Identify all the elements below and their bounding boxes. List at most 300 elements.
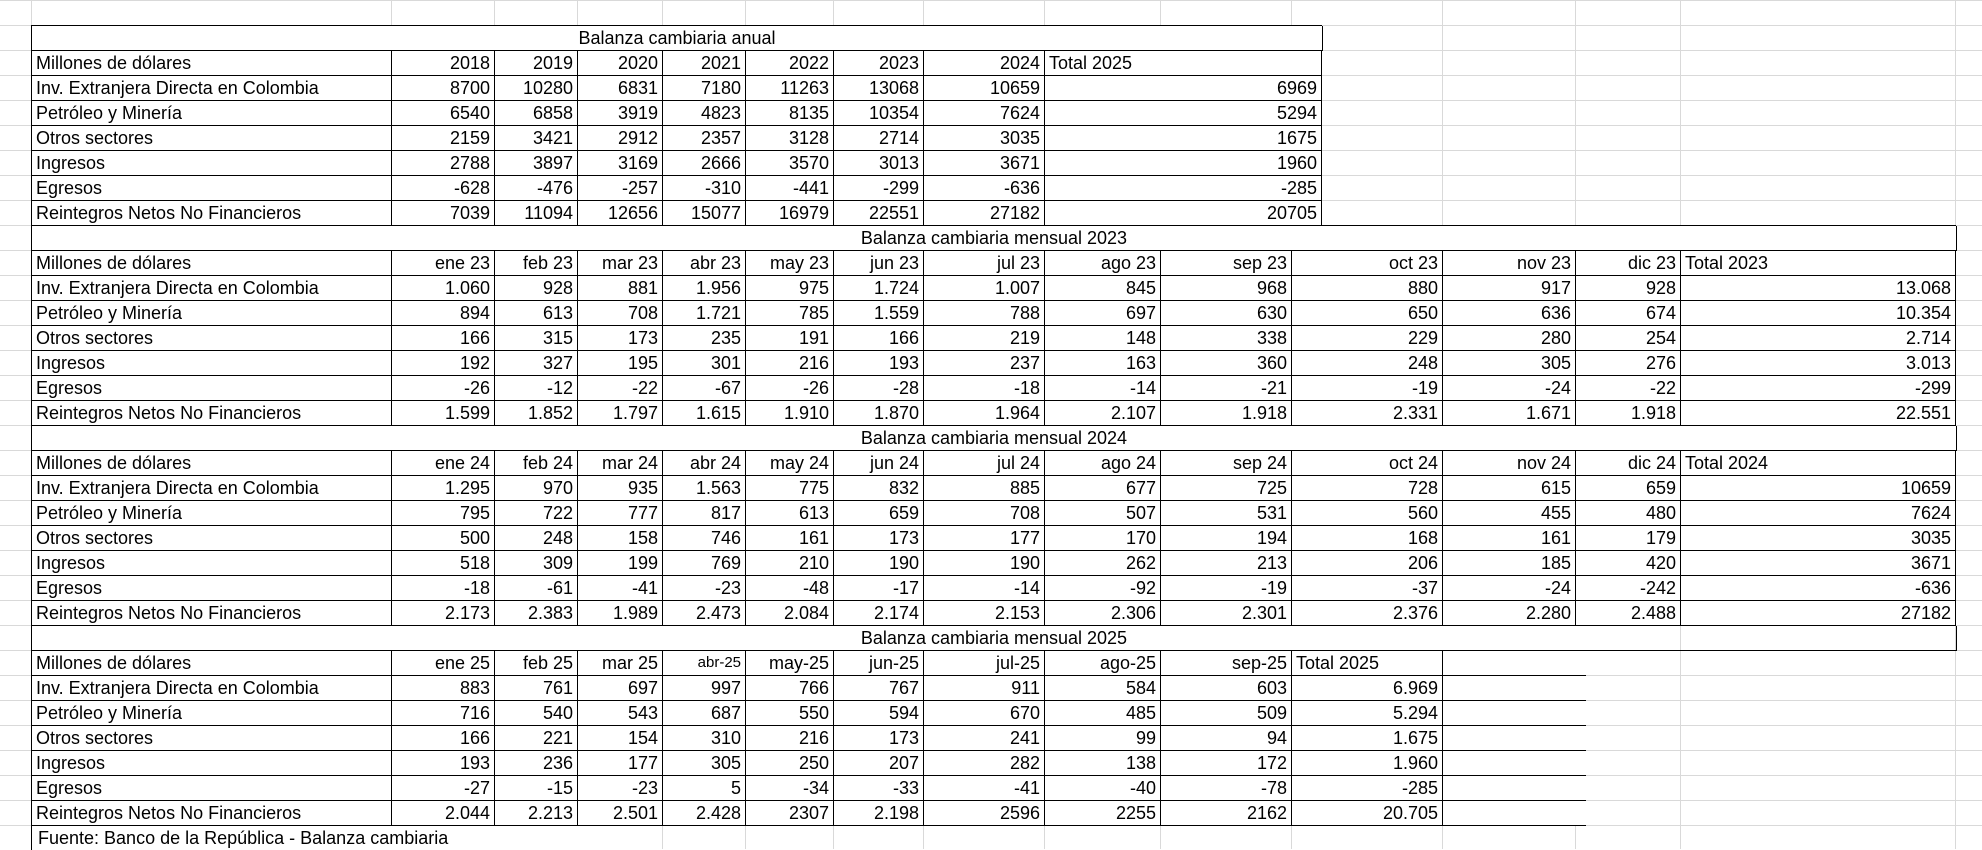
table-cell[interactable]: 2596 xyxy=(924,801,1045,825)
table-cell[interactable]: -34 xyxy=(746,776,834,800)
table-cell[interactable]: 2.213 xyxy=(495,801,578,825)
table-cell[interactable]: 5294 xyxy=(1045,101,1322,125)
table-cell[interactable]: 2307 xyxy=(746,801,834,825)
table-cell[interactable]: 2.331 xyxy=(1292,401,1443,425)
table-cell[interactable]: 237 xyxy=(924,351,1045,375)
table-cell[interactable]: 1.721 xyxy=(663,301,746,325)
column-header[interactable]: jun 24 xyxy=(834,451,924,475)
table-cell[interactable]: 697 xyxy=(1045,301,1161,325)
table-cell[interactable]: 229 xyxy=(1292,326,1443,350)
table-cell[interactable]: -299 xyxy=(834,176,924,200)
table-cell[interactable]: 185 xyxy=(1443,551,1576,575)
table-cell[interactable]: 236 xyxy=(495,751,578,775)
row-label[interactable]: Otros sectores xyxy=(32,726,392,750)
table-cell[interactable]: -636 xyxy=(1681,576,1956,600)
column-header[interactable]: Total 2023 xyxy=(1681,251,1956,275)
table-cell[interactable]: 262 xyxy=(1045,551,1161,575)
row-label[interactable]: Otros sectores xyxy=(32,326,392,350)
table-cell[interactable]: 27182 xyxy=(924,201,1045,225)
table-cell[interactable]: 310 xyxy=(663,726,746,750)
table-cell[interactable]: 10280 xyxy=(495,76,578,100)
table-cell[interactable]: 615 xyxy=(1443,476,1576,500)
table-cell[interactable]: 880 xyxy=(1292,276,1443,300)
table-cell[interactable]: 248 xyxy=(495,526,578,550)
table-cell[interactable]: 3169 xyxy=(578,151,663,175)
units-label[interactable]: Millones de dólares xyxy=(32,651,392,675)
table-cell[interactable]: -12 xyxy=(495,376,578,400)
row-label[interactable]: Otros sectores xyxy=(32,526,392,550)
table-cell[interactable]: 10659 xyxy=(1681,476,1956,500)
table-cell[interactable]: 2.107 xyxy=(1045,401,1161,425)
table-cell[interactable]: 531 xyxy=(1161,501,1292,525)
table-cell[interactable]: 179 xyxy=(1576,526,1681,550)
table-cell[interactable]: -27 xyxy=(392,776,495,800)
table-cell[interactable]: -48 xyxy=(746,576,834,600)
table-cell[interactable]: 1.671 xyxy=(1443,401,1576,425)
column-header[interactable]: may 23 xyxy=(746,251,834,275)
table-cell[interactable]: 6831 xyxy=(578,76,663,100)
table-cell[interactable]: 166 xyxy=(834,326,924,350)
table-cell[interactable]: 207 xyxy=(834,751,924,775)
table-cell[interactable]: 881 xyxy=(578,276,663,300)
table-cell[interactable]: 885 xyxy=(924,476,1045,500)
column-header[interactable]: Total 2025 xyxy=(1292,651,1443,675)
table-cell[interactable]: 309 xyxy=(495,551,578,575)
table-cell[interactable]: 22.551 xyxy=(1681,401,1956,425)
column-header[interactable]: 2021 xyxy=(663,51,746,75)
table-cell[interactable]: -37 xyxy=(1292,576,1443,600)
table-cell[interactable]: 420 xyxy=(1576,551,1681,575)
row-label[interactable]: Petróleo y Minería xyxy=(32,101,392,125)
column-header[interactable]: ago 24 xyxy=(1045,451,1161,475)
table-cell[interactable]: 1.295 xyxy=(392,476,495,500)
table-cell[interactable]: 6.969 xyxy=(1292,676,1443,700)
table-cell[interactable]: 708 xyxy=(578,301,663,325)
table-cell[interactable]: -23 xyxy=(578,776,663,800)
row-label[interactable]: Petróleo y Minería xyxy=(32,501,392,525)
column-header[interactable]: 2024 xyxy=(924,51,1045,75)
column-header[interactable]: dic 24 xyxy=(1576,451,1681,475)
table-cell[interactable]: 509 xyxy=(1161,701,1292,725)
table-cell[interactable]: 1.960 xyxy=(1292,751,1443,775)
table-cell[interactable]: 172 xyxy=(1161,751,1292,775)
table-cell[interactable]: 584 xyxy=(1045,676,1161,700)
table-cell[interactable]: 1.964 xyxy=(924,401,1045,425)
row-label[interactable]: Ingresos xyxy=(32,151,392,175)
table-cell[interactable]: 677 xyxy=(1045,476,1161,500)
column-header[interactable]: feb 23 xyxy=(495,251,578,275)
column-header[interactable]: nov 23 xyxy=(1443,251,1576,275)
table-cell[interactable]: 10659 xyxy=(924,76,1045,100)
column-header[interactable]: ago 23 xyxy=(1045,251,1161,275)
table-cell[interactable]: 5.294 xyxy=(1292,701,1443,725)
table-cell[interactable]: 3671 xyxy=(924,151,1045,175)
table-cell[interactable]: -242 xyxy=(1576,576,1681,600)
source-note[interactable]: Fuente: Banco de la República - Balanza cambiaria xyxy=(31,825,588,850)
column-header[interactable]: Total 2024 xyxy=(1681,451,1956,475)
table-cell[interactable]: 550 xyxy=(746,701,834,725)
column-header[interactable]: 2020 xyxy=(578,51,663,75)
column-header[interactable]: jun-25 xyxy=(834,651,924,675)
table-cell[interactable]: 507 xyxy=(1045,501,1161,525)
table-cell[interactable]: 2.376 xyxy=(1292,601,1443,625)
table-cell[interactable]: 12656 xyxy=(578,201,663,225)
column-header[interactable]: sep-25 xyxy=(1161,651,1292,675)
table-cell[interactable]: 250 xyxy=(746,751,834,775)
table-cell[interactable]: 928 xyxy=(1576,276,1681,300)
table-cell[interactable]: 327 xyxy=(495,351,578,375)
table-cell[interactable]: 360 xyxy=(1161,351,1292,375)
table-cell[interactable]: 10354 xyxy=(834,101,924,125)
table-cell[interactable]: -14 xyxy=(1045,376,1161,400)
column-header[interactable]: abr-25 xyxy=(663,651,746,675)
table-cell[interactable]: 177 xyxy=(924,526,1045,550)
row-label[interactable]: Otros sectores xyxy=(32,126,392,150)
table-cell[interactable]: 540 xyxy=(495,701,578,725)
table-cell[interactable]: 817 xyxy=(663,501,746,525)
table-cell[interactable]: 27182 xyxy=(1681,601,1956,625)
table-cell[interactable]: 305 xyxy=(663,751,746,775)
table-cell[interactable]: 3570 xyxy=(746,151,834,175)
table-cell[interactable]: -41 xyxy=(924,776,1045,800)
table-cell[interactable]: 216 xyxy=(746,351,834,375)
table-cell[interactable]: 163 xyxy=(1045,351,1161,375)
table-cell[interactable]: 968 xyxy=(1161,276,1292,300)
table-cell[interactable]: -15 xyxy=(495,776,578,800)
table-cell[interactable]: 766 xyxy=(746,676,834,700)
column-header[interactable]: dic 23 xyxy=(1576,251,1681,275)
column-header[interactable]: Total 2025 xyxy=(1045,51,1322,75)
table-cell[interactable]: 1.563 xyxy=(663,476,746,500)
table-title[interactable]: Balanza cambiaria mensual 2025 xyxy=(32,626,1957,651)
table-cell[interactable]: 795 xyxy=(392,501,495,525)
table-cell[interactable]: 2.280 xyxy=(1443,601,1576,625)
table-cell[interactable]: 3035 xyxy=(924,126,1045,150)
table-cell[interactable]: 1960 xyxy=(1045,151,1322,175)
table-cell[interactable]: -23 xyxy=(663,576,746,600)
table-cell[interactable]: 8135 xyxy=(746,101,834,125)
column-header[interactable]: abr 23 xyxy=(663,251,746,275)
table-cell[interactable]: 138 xyxy=(1045,751,1161,775)
table-cell[interactable]: 2255 xyxy=(1045,801,1161,825)
table-cell[interactable]: 193 xyxy=(392,751,495,775)
table-cell[interactable]: 636 xyxy=(1443,301,1576,325)
table-cell[interactable]: 7624 xyxy=(924,101,1045,125)
table-cell[interactable]: 975 xyxy=(746,276,834,300)
table-cell[interactable]: 2.714 xyxy=(1681,326,1956,350)
column-header[interactable]: sep 24 xyxy=(1161,451,1292,475)
table-cell[interactable]: 168 xyxy=(1292,526,1443,550)
table-cell[interactable]: -310 xyxy=(663,176,746,200)
table-cell[interactable]: -636 xyxy=(924,176,1045,200)
table-cell[interactable]: 480 xyxy=(1576,501,1681,525)
table-cell[interactable]: 3035 xyxy=(1681,526,1956,550)
column-header[interactable]: jun 23 xyxy=(834,251,924,275)
table-cell[interactable]: -92 xyxy=(1045,576,1161,600)
table-cell[interactable]: 282 xyxy=(924,751,1045,775)
table-cell[interactable]: 630 xyxy=(1161,301,1292,325)
table-cell[interactable]: 161 xyxy=(746,526,834,550)
table-cell[interactable]: 315 xyxy=(495,326,578,350)
table-cell[interactable]: 161 xyxy=(1443,526,1576,550)
units-label[interactable]: Millones de dólares xyxy=(32,251,392,275)
table-cell[interactable]: 3128 xyxy=(746,126,834,150)
table-cell[interactable]: 1.918 xyxy=(1161,401,1292,425)
table-cell[interactable]: -19 xyxy=(1161,576,1292,600)
table-cell[interactable]: 177 xyxy=(578,751,663,775)
table-cell[interactable]: 935 xyxy=(578,476,663,500)
table-cell[interactable]: 1.599 xyxy=(392,401,495,425)
table-cell[interactable]: 2.301 xyxy=(1161,601,1292,625)
table-cell[interactable]: 22551 xyxy=(834,201,924,225)
column-header[interactable]: jul 24 xyxy=(924,451,1045,475)
table-cell[interactable]: 305 xyxy=(1443,351,1576,375)
table-cell[interactable]: -441 xyxy=(746,176,834,200)
table-cell[interactable]: -61 xyxy=(495,576,578,600)
table-cell[interactable]: 767 xyxy=(834,676,924,700)
table-cell[interactable]: 650 xyxy=(1292,301,1443,325)
table-cell[interactable]: 832 xyxy=(834,476,924,500)
table-cell[interactable]: 11094 xyxy=(495,201,578,225)
column-header[interactable]: 2022 xyxy=(746,51,834,75)
column-header[interactable]: mar 24 xyxy=(578,451,663,475)
row-label[interactable]: Petróleo y Minería xyxy=(32,301,392,325)
table-cell[interactable]: 190 xyxy=(924,551,1045,575)
table-cell[interactable]: -19 xyxy=(1292,376,1443,400)
table-cell[interactable]: 594 xyxy=(834,701,924,725)
table-cell[interactable]: 193 xyxy=(834,351,924,375)
table-cell[interactable]: 6540 xyxy=(392,101,495,125)
row-label[interactable]: Inv. Extranjera Directa en Colombia xyxy=(32,476,392,500)
column-header[interactable]: 2023 xyxy=(834,51,924,75)
table-cell[interactable]: 3919 xyxy=(578,101,663,125)
table-cell[interactable]: -17 xyxy=(834,576,924,600)
row-label[interactable]: Petróleo y Minería xyxy=(32,701,392,725)
table-cell[interactable]: 485 xyxy=(1045,701,1161,725)
table-cell[interactable]: 708 xyxy=(924,501,1045,525)
table-cell[interactable]: -476 xyxy=(495,176,578,200)
column-header[interactable]: abr 24 xyxy=(663,451,746,475)
table-cell[interactable]: -24 xyxy=(1443,376,1576,400)
row-label[interactable]: Ingresos xyxy=(32,751,392,775)
table-cell[interactable]: 235 xyxy=(663,326,746,350)
table-cell[interactable]: -41 xyxy=(578,576,663,600)
row-label[interactable]: Inv. Extranjera Directa en Colombia xyxy=(32,676,392,700)
column-header[interactable]: may 24 xyxy=(746,451,834,475)
table-cell[interactable]: -67 xyxy=(663,376,746,400)
row-label[interactable]: Reintegros Netos No Financieros xyxy=(32,601,392,625)
table-cell[interactable]: 7180 xyxy=(663,76,746,100)
table-cell[interactable]: 99 xyxy=(1045,726,1161,750)
table-cell[interactable]: 6858 xyxy=(495,101,578,125)
table-cell[interactable]: 8700 xyxy=(392,76,495,100)
table-cell[interactable]: 894 xyxy=(392,301,495,325)
column-header[interactable]: ago-25 xyxy=(1045,651,1161,675)
table-cell[interactable]: 3421 xyxy=(495,126,578,150)
table-cell[interactable]: -24 xyxy=(1443,576,1576,600)
table-cell[interactable]: 518 xyxy=(392,551,495,575)
table-title[interactable]: Balanza cambiaria mensual 2023 xyxy=(32,226,1957,251)
table-cell[interactable]: -26 xyxy=(392,376,495,400)
table-cell[interactable]: 603 xyxy=(1161,676,1292,700)
row-label[interactable]: Inv. Extranjera Directa en Colombia xyxy=(32,276,392,300)
table-cell[interactable]: 2666 xyxy=(663,151,746,175)
table-cell[interactable]: 206 xyxy=(1292,551,1443,575)
column-header[interactable]: sep 23 xyxy=(1161,251,1292,275)
table-cell[interactable]: 192 xyxy=(392,351,495,375)
table-cell[interactable]: 5 xyxy=(663,776,746,800)
table-cell[interactable]: 970 xyxy=(495,476,578,500)
table-cell[interactable]: -285 xyxy=(1045,176,1322,200)
row-label[interactable]: Egresos xyxy=(32,376,392,400)
column-header[interactable]: oct 23 xyxy=(1292,251,1443,275)
table-cell[interactable]: 276 xyxy=(1576,351,1681,375)
table-cell[interactable]: 788 xyxy=(924,301,1045,325)
table-cell[interactable]: -257 xyxy=(578,176,663,200)
column-header[interactable]: nov 24 xyxy=(1443,451,1576,475)
table-cell[interactable]: 670 xyxy=(924,701,1045,725)
table-cell[interactable]: 16979 xyxy=(746,201,834,225)
table-cell[interactable]: 2.173 xyxy=(392,601,495,625)
table-cell[interactable]: 2.428 xyxy=(663,801,746,825)
column-header[interactable]: feb 25 xyxy=(495,651,578,675)
table-cell[interactable]: 254 xyxy=(1576,326,1681,350)
table-cell[interactable]: -22 xyxy=(578,376,663,400)
table-cell[interactable]: 20705 xyxy=(1045,201,1322,225)
table-cell[interactable]: 11263 xyxy=(746,76,834,100)
table-cell[interactable]: 213 xyxy=(1161,551,1292,575)
row-label[interactable]: Egresos xyxy=(32,576,392,600)
table-cell[interactable]: 1675 xyxy=(1045,126,1322,150)
table-cell[interactable]: -18 xyxy=(924,376,1045,400)
table-cell[interactable]: 1.910 xyxy=(746,401,834,425)
table-cell[interactable]: 7624 xyxy=(1681,501,1956,525)
table-cell[interactable]: 716 xyxy=(392,701,495,725)
table-cell[interactable]: 775 xyxy=(746,476,834,500)
table-cell[interactable]: -26 xyxy=(746,376,834,400)
table-cell[interactable]: 1.852 xyxy=(495,401,578,425)
table-cell[interactable]: 697 xyxy=(578,676,663,700)
row-label[interactable]: Ingresos xyxy=(32,551,392,575)
row-label[interactable]: Reintegros Netos No Financieros xyxy=(32,201,392,225)
table-cell[interactable]: 500 xyxy=(392,526,495,550)
table-cell[interactable]: 928 xyxy=(495,276,578,300)
table-cell[interactable]: 728 xyxy=(1292,476,1443,500)
table-cell[interactable]: 777 xyxy=(578,501,663,525)
column-header[interactable]: 2018 xyxy=(392,51,495,75)
table-cell[interactable]: 1.918 xyxy=(1576,401,1681,425)
column-header[interactable]: may-25 xyxy=(746,651,834,675)
table-cell[interactable]: 1.956 xyxy=(663,276,746,300)
table-cell[interactable]: -78 xyxy=(1161,776,1292,800)
table-cell[interactable]: 166 xyxy=(392,726,495,750)
table-cell[interactable]: 725 xyxy=(1161,476,1292,500)
table-cell[interactable]: 10.354 xyxy=(1681,301,1956,325)
table-cell[interactable]: -299 xyxy=(1681,376,1956,400)
table-cell[interactable]: 195 xyxy=(578,351,663,375)
table-cell[interactable]: 2.501 xyxy=(578,801,663,825)
table-cell[interactable]: 173 xyxy=(834,526,924,550)
column-header[interactable]: feb 24 xyxy=(495,451,578,475)
table-cell[interactable]: 3.013 xyxy=(1681,351,1956,375)
table-cell[interactable]: 883 xyxy=(392,676,495,700)
row-label[interactable]: Reintegros Netos No Financieros xyxy=(32,801,392,825)
table-cell[interactable]: 221 xyxy=(495,726,578,750)
table-cell[interactable]: 158 xyxy=(578,526,663,550)
table-cell[interactable]: 613 xyxy=(495,301,578,325)
row-label[interactable]: Ingresos xyxy=(32,351,392,375)
table-cell[interactable]: 769 xyxy=(663,551,746,575)
table-cell[interactable]: 1.007 xyxy=(924,276,1045,300)
table-cell[interactable]: 613 xyxy=(746,501,834,525)
table-cell[interactable]: 20.705 xyxy=(1292,801,1443,825)
table-title[interactable]: Balanza cambiaria anual xyxy=(32,26,1323,51)
column-header[interactable]: mar 25 xyxy=(578,651,663,675)
table-cell[interactable]: 674 xyxy=(1576,301,1681,325)
table-cell[interactable]: 6969 xyxy=(1045,76,1322,100)
table-cell[interactable]: 166 xyxy=(392,326,495,350)
table-cell[interactable]: -22 xyxy=(1576,376,1681,400)
table-cell[interactable]: 2159 xyxy=(392,126,495,150)
table-cell[interactable]: 94 xyxy=(1161,726,1292,750)
table-cell[interactable]: 659 xyxy=(1576,476,1681,500)
table-cell[interactable]: 1.724 xyxy=(834,276,924,300)
table-cell[interactable]: 301 xyxy=(663,351,746,375)
table-cell[interactable]: 13.068 xyxy=(1681,276,1956,300)
column-header[interactable]: oct 24 xyxy=(1292,451,1443,475)
table-cell[interactable]: 1.870 xyxy=(834,401,924,425)
table-cell[interactable]: 2.084 xyxy=(746,601,834,625)
table-cell[interactable]: 3671 xyxy=(1681,551,1956,575)
table-cell[interactable]: -33 xyxy=(834,776,924,800)
table-cell[interactable]: 543 xyxy=(578,701,663,725)
table-cell[interactable]: 722 xyxy=(495,501,578,525)
table-cell[interactable]: 216 xyxy=(746,726,834,750)
table-cell[interactable]: -18 xyxy=(392,576,495,600)
table-cell[interactable]: 2357 xyxy=(663,126,746,150)
row-label[interactable]: Reintegros Netos No Financieros xyxy=(32,401,392,425)
table-cell[interactable]: 687 xyxy=(663,701,746,725)
column-header[interactable]: ene 23 xyxy=(392,251,495,275)
table-cell[interactable]: 248 xyxy=(1292,351,1443,375)
table-cell[interactable]: 3897 xyxy=(495,151,578,175)
table-cell[interactable]: 241 xyxy=(924,726,1045,750)
table-cell[interactable]: 1.675 xyxy=(1292,726,1443,750)
table-cell[interactable]: 2.473 xyxy=(663,601,746,625)
column-header[interactable]: jul-25 xyxy=(924,651,1045,675)
table-cell[interactable]: 1.060 xyxy=(392,276,495,300)
table-cell[interactable]: -14 xyxy=(924,576,1045,600)
table-cell[interactable]: 4823 xyxy=(663,101,746,125)
table-cell[interactable]: 148 xyxy=(1045,326,1161,350)
table-cell[interactable]: 2.153 xyxy=(924,601,1045,625)
table-cell[interactable]: 190 xyxy=(834,551,924,575)
table-cell[interactable]: 219 xyxy=(924,326,1045,350)
table-cell[interactable]: 2.488 xyxy=(1576,601,1681,625)
table-cell[interactable]: 13068 xyxy=(834,76,924,100)
table-cell[interactable]: -40 xyxy=(1045,776,1161,800)
table-cell[interactable]: 455 xyxy=(1443,501,1576,525)
table-cell[interactable]: -285 xyxy=(1292,776,1443,800)
table-cell[interactable]: 1.615 xyxy=(663,401,746,425)
table-cell[interactable]: 2162 xyxy=(1161,801,1292,825)
table-cell[interactable]: 761 xyxy=(495,676,578,700)
table-cell[interactable]: 154 xyxy=(578,726,663,750)
table-cell[interactable]: 845 xyxy=(1045,276,1161,300)
row-label[interactable]: Egresos xyxy=(32,176,392,200)
table-cell[interactable]: 560 xyxy=(1292,501,1443,525)
table-cell[interactable]: 997 xyxy=(663,676,746,700)
